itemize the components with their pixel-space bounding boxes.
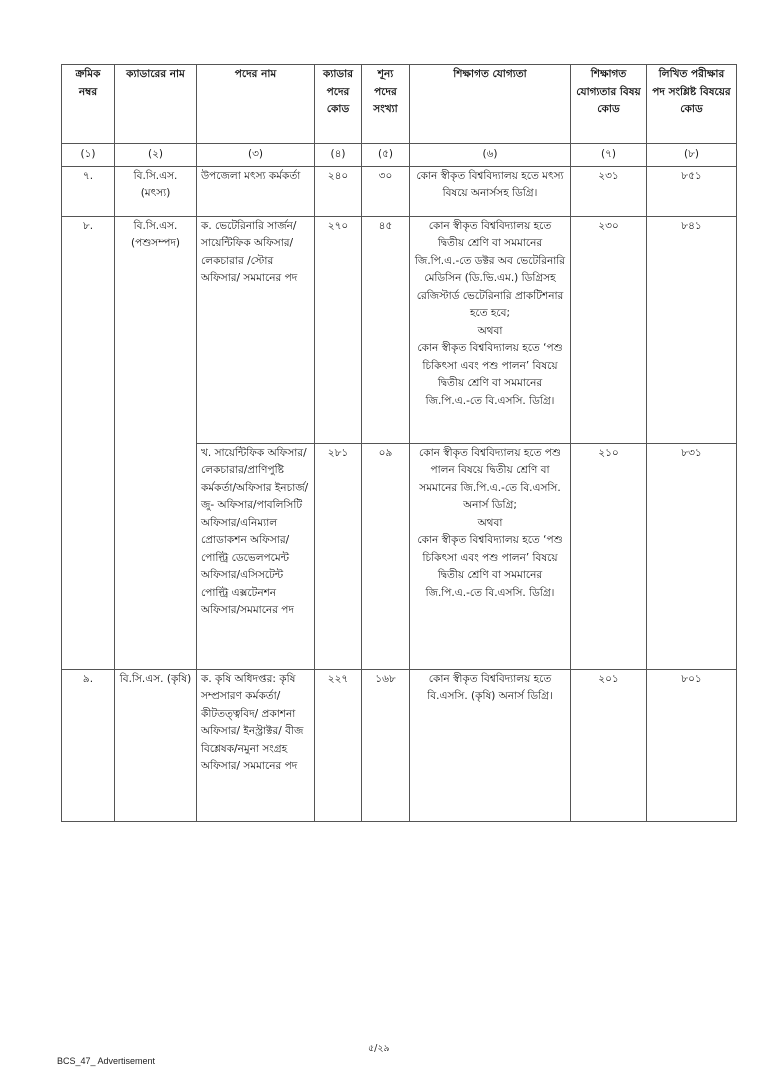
- document-label: BCS_47_ Advertisement: [57, 1056, 156, 1066]
- cadre-vacancy-table: [61, 64, 737, 822]
- exam-code-cell: ৮৫১: [647, 166, 737, 216]
- qualification-text: কোন স্বীকৃত বিশ্ববিদ্যালয় হতে বি.এসসি. (কৃষি) অনার্স ডিগ্রি।: [427, 672, 553, 702]
- header-row: [62, 65, 737, 144]
- vacancies-cell: ০৯: [362, 443, 410, 669]
- header-cadre-name: ক্যাডারের নাম: [115, 65, 197, 144]
- post-name-cell: ক. ভেটেরিনারি সার্জন/সায়েন্টিফিক অফিসার/লেকচারার /স্টোর অফিসার/ সমমানের পদ: [197, 216, 315, 443]
- qualification-cell: [410, 216, 571, 443]
- table-row: [62, 166, 737, 216]
- qualification-text: কোন স্বীকৃত বিশ্ববিদ্যালয় হতে ‘পশু চিকিৎসা এবং পশু পালন’ বিষয়ে দ্বিতীয় শ্রেণি বা সমমানের জি.পি.এ.-তে বি.এসসি. ডিগ্রি।: [417, 342, 563, 407]
- qualification-or: অথবা: [477, 516, 503, 529]
- header-post-name: পদের নাম: [197, 65, 315, 144]
- qualification-or: অথবা: [477, 324, 503, 337]
- header-exam-code: লিখিত পরীক্ষার পদ সংশ্লিষ্ট বিষয়ের কোড: [647, 65, 737, 144]
- post-code-cell: ২৭০: [315, 216, 362, 443]
- column-number: (৬): [410, 144, 571, 167]
- subject-code-cell: ২৩১: [571, 166, 647, 216]
- serial-cell: ৯.: [62, 669, 115, 821]
- vacancies-cell: ১৬৮: [362, 669, 410, 821]
- table-row: [62, 216, 737, 443]
- column-number-row: [62, 144, 737, 167]
- qualification-text: কোন স্বীকৃত বিশ্ববিদ্যালয় হতে পশু পালন বিষয়ে দ্বিতীয় শ্রেণি বা সমমানের জি.পি.এ.-তে বি.এসসি. অনার্স ডিগ্রি;: [419, 446, 561, 511]
- subject-code-cell: ২০১: [571, 669, 647, 821]
- column-number: (৭): [571, 144, 647, 167]
- column-number: (৩): [197, 144, 315, 167]
- qualification-cell: [410, 443, 571, 669]
- post-name-cell: উপজেলা মৎস্য কর্মকর্তা: [197, 166, 315, 216]
- cadre-cell: বি.সি.এস. (মৎস্য): [115, 166, 197, 216]
- vacancies-cell: ৩০: [362, 166, 410, 216]
- vacancies-cell: ৪৫: [362, 216, 410, 443]
- qualification-cell: [410, 669, 571, 821]
- subject-code-cell: ২১০: [571, 443, 647, 669]
- column-number: (২): [115, 144, 197, 167]
- post-code-cell: ২৮১: [315, 443, 362, 669]
- header-post-code: ক্যাডার পদের কোড: [315, 65, 362, 144]
- qualification-text: কোন স্বীকৃত বিশ্ববিদ্যালয় হতে ‘পশু চিকিৎসা এবং পশু পালন’ বিষয়ে দ্বিতীয় শ্রেণি বা সমমানের জি.পি.এ.-তে বি.এসসি. ডিগ্রি।: [417, 534, 563, 599]
- header-vacancies: শূন্য পদের সংখ্যা: [362, 65, 410, 144]
- column-number: (৫): [362, 144, 410, 167]
- cadre-cell: বি.সি.এস. (পশুসম্পদ): [115, 216, 197, 669]
- header-qualification: শিক্ষাগত যোগ্যতা: [410, 65, 571, 144]
- serial-cell: ৭.: [62, 166, 115, 216]
- column-number: (৪): [315, 144, 362, 167]
- exam-code-cell: ৮০১: [647, 669, 737, 821]
- post-name-cell: ক. কৃষি অধিদপ্তর: কৃষি সম্প্রসারণ কর্মকর্তা/ কীটতত্ত্ববিদ/ প্রকাশনা অফিসার/ ইনস্ট্রাক্টর/ বীজ বিশ্লেষক/নমুনা সংগ্রহ অফিসার/ সমমানের পদ: [197, 669, 315, 821]
- column-number: (৮): [647, 144, 737, 167]
- exam-code-cell: ৮৩১: [647, 443, 737, 669]
- header-serial: ক্রমিক নম্বর: [62, 65, 115, 144]
- qualification-cell: [410, 166, 571, 216]
- header-subject-code: শিক্ষাগত যোগ্যতার বিষয় কোড: [571, 65, 647, 144]
- exam-code-cell: ৮৪১: [647, 216, 737, 443]
- qualification-text: কোন স্বীকৃত বিশ্ববিদ্যালয় হতে দ্বিতীয় শ্রেণি বা সমমানের জি.পি.এ.-তে ডক্টর অব ভেটেরিনারি মেডিসিন (ডি.ভি.এম.) ডিগ্রিসহ রেজিস্টার্ড ভেটেরিনারি প্রাকটিশনার হতে হবে;: [414, 219, 566, 319]
- subject-code-cell: ২৩০: [571, 216, 647, 443]
- post-name-cell: খ. সায়েন্টিফিক অফিসার/ লেকচারার/প্রাণিপুষ্টি কর্মকর্তা/অফিসার ইনচার্জ/জু- অফিসার/পাবলিসিটি অফিসার/এনিম্যাল প্রোডাকশন অফিসার/ পোল্ট্রি ডেভেলপমেন্ট অফিসার/এসিসটেন্ট পোল্ট্রি এক্সটেনশন অফিসার/সমমানের পদ: [197, 443, 315, 669]
- post-code-cell: ২২৭: [315, 669, 362, 821]
- qualification-text: কোন স্বীকৃত বিশ্ববিদ্যালয় হতে মৎস্য বিষয়ে অনার্সসহ ডিগ্রি।: [416, 169, 564, 199]
- post-code-cell: ২৪০: [315, 166, 362, 216]
- page-number: ৫/২৯: [368, 1043, 390, 1054]
- table-row: [62, 669, 737, 821]
- serial-cell: ৮.: [62, 216, 115, 669]
- cadre-cell: বি.সি.এস. (কৃষি): [115, 669, 197, 821]
- column-number: (১): [62, 144, 115, 167]
